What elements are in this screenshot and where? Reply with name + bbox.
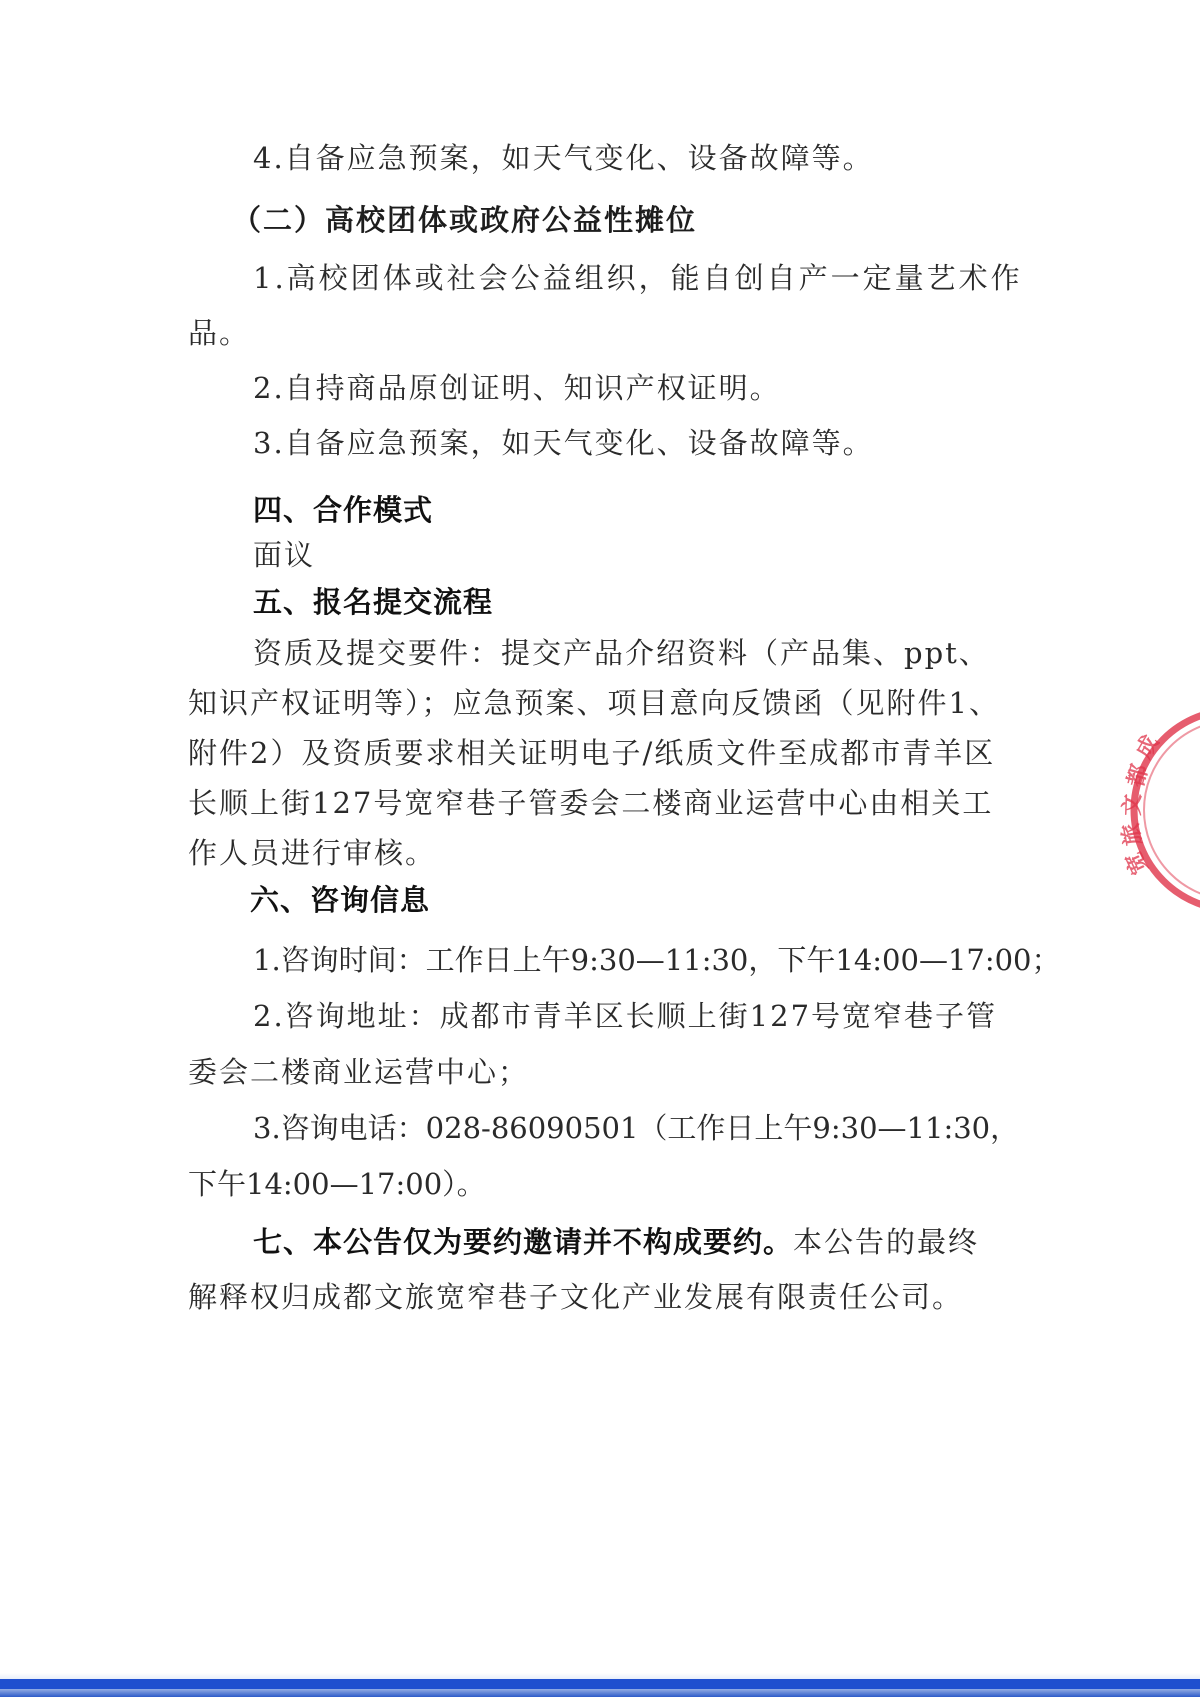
paragraph-line: 解释权归成都文旅宽窄巷子文化产业发展有限责任公司。 [188,1280,964,1314]
paragraph-line: 附件2）及资质要求相关证明电子/纸质文件至成都市青羊区 [188,736,996,770]
paragraph-line: 1.高校团体或社会公益组织，能自创自产一定量艺术作 [253,261,1023,295]
closing-paragraph-line [253,1222,1093,1262]
official-seal-icon [1114,700,1200,920]
svg-text:成: 成 [1131,731,1165,763]
paragraph-line: 长顺上街127号宽窄巷子管委会二楼商业运营中心由相关工 [188,786,994,820]
paragraph-line: 品。 [188,316,251,350]
closing-text: 本公告的最终 [793,1225,980,1259]
svg-text:都: 都 [1123,761,1154,790]
paragraph-line: 面议 [253,538,316,572]
paragraph-line: 2.咨询地址：成都市青羊区长顺上街127号宽窄巷子管 [253,999,998,1033]
paragraph-line: 1.咨询时间：工作日上午9:30—11:30，下午14:00—17:00； [253,943,1061,977]
closing-emphasis: 七、本公告仅为要约邀请并不构成要约。 [253,1225,794,1259]
paragraph-line: 下午14:00—17:00）。 [188,1167,486,1201]
paragraph-line: 2.自持商品原创证明、知识产权证明。 [253,371,781,405]
paragraph-line: 3.自备应急预案，如天气变化、设备故障等。 [253,426,874,460]
paragraph-line: 资质及提交要件：提交产品介绍资料（产品集、ppt、 [253,636,990,670]
paragraph-line: 知识产权证明等）；应急预案、项目意向反馈函（见附件1、 [188,686,1000,720]
paragraph-line: 3.咨询电话：028-86090501（工作日上午9:30—11:30， [253,1111,1020,1145]
svg-text:文: 文 [1120,793,1146,817]
footer-rule-line [0,1679,1200,1689]
paragraph-line: 作人员进行审核。 [188,836,437,870]
section-heading: 四、合作模式 [253,493,434,527]
svg-text:宽: 宽 [1121,847,1154,879]
svg-text:旅: 旅 [1118,821,1147,848]
section-heading: 六、咨询信息 [250,883,431,917]
paragraph-line: 委会二楼商业运营中心； [188,1055,530,1089]
section-subheading: （二）高校团体或政府公益性摊位 [232,203,698,237]
paragraph-line: 4.自备应急预案，如天气变化、设备故障等。 [253,141,874,175]
section-heading: 五、报名提交流程 [253,585,494,619]
